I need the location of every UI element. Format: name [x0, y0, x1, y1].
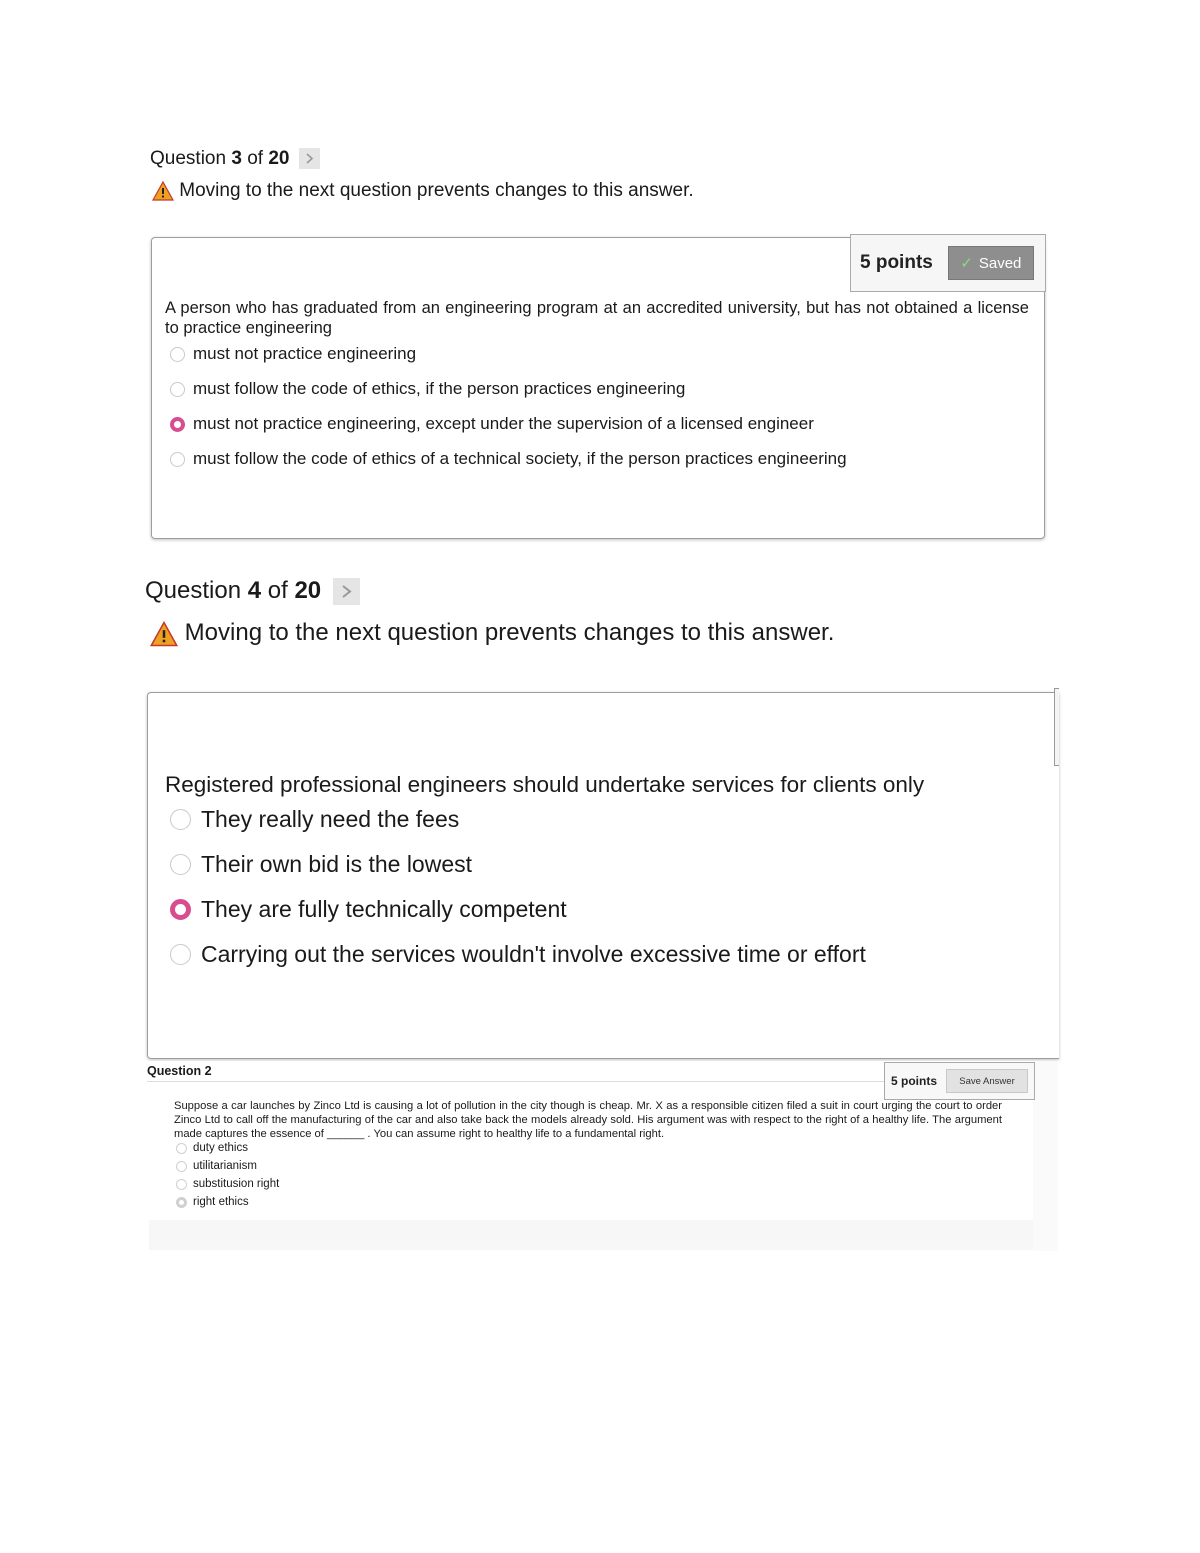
question-3-points-box	[850, 234, 1046, 292]
option-label: They are fully technically competent	[201, 896, 567, 922]
q3-option-1[interactable]	[170, 344, 416, 364]
save-answer-button[interactable]	[946, 1069, 1028, 1093]
question-4-warning	[150, 619, 834, 647]
radio-button[interactable]	[170, 809, 191, 830]
q2-option-2[interactable]	[176, 1160, 257, 1172]
question-3-header	[150, 148, 320, 170]
option-label: right ethics	[193, 1196, 249, 1208]
option-label: must follow the code of ethics of a technical society, if the person practices engineering	[193, 449, 847, 468]
question-2-text: Suppose a car launches by Zinco Ltd is causing a lot of pollution in the city though is cheap. Mr. X as a responsible citizen filed a suit in court urging the court to order Zinco Ltd to call off the manufacturing of the car and also take back the models already sold. His argument was with respect to the right of a healthy life. The argument made captures the essence of ______ . You can assume right to healthy life to a fundamental right.	[174, 1100, 1002, 1140]
question-4-header	[145, 577, 360, 605]
radio-button[interactable]	[170, 382, 185, 397]
question-number: 3	[231, 148, 242, 169]
question-2-header: Question 2	[147, 1064, 212, 1078]
of-label: of	[267, 577, 288, 604]
radio-button[interactable]	[170, 854, 191, 875]
question-number: 4	[247, 577, 262, 604]
question-3-text: A person who has graduated from an engineering program at an accredited university, but has not obtained a license to practice engineering	[165, 299, 1029, 337]
question-label: Question	[150, 148, 227, 169]
option-label: They really need the fees	[201, 806, 460, 832]
radio-button[interactable]	[176, 1161, 187, 1172]
save-answer-label: Save Answer	[959, 1075, 1015, 1087]
radio-button[interactable]	[170, 347, 185, 362]
next-question-button[interactable]	[333, 578, 360, 605]
q4-option-4[interactable]	[170, 941, 866, 968]
q2-option-1[interactable]	[176, 1142, 248, 1154]
next-question-button[interactable]	[299, 148, 320, 169]
option-label: must not practice engineering, except under the supervision of a licensed engineer	[193, 414, 814, 433]
option-label: Carrying out the services wouldn't involve excessive time or effort	[201, 941, 866, 967]
warning-text: Moving to the next question prevents changes to this answer.	[184, 619, 835, 646]
points-label: 5 points	[891, 1074, 938, 1088]
radio-button-selected[interactable]	[170, 417, 185, 432]
question-total: 20	[268, 148, 290, 169]
question-total: 20	[294, 577, 322, 604]
option-label: Their own bid is the lowest	[201, 851, 473, 877]
chevron-right-icon	[333, 578, 360, 605]
divider	[147, 1081, 884, 1082]
radio-button[interactable]	[170, 944, 191, 965]
option-label: must not practice engineering	[193, 344, 417, 363]
saved-label: Saved	[978, 254, 1022, 272]
q2-option-3[interactable]	[176, 1178, 279, 1190]
warning-icon	[152, 181, 174, 201]
option-label: utilitarianism	[193, 1160, 257, 1172]
q3-option-4[interactable]	[170, 449, 847, 469]
option-label: must follow the code of ethics, if the person practices engineering	[193, 379, 686, 398]
saved-button[interactable]	[948, 246, 1034, 280]
question-3-warning	[152, 180, 694, 202]
radio-button-selected[interactable]	[176, 1197, 187, 1208]
question-label: Question	[145, 577, 242, 604]
of-label: of	[247, 148, 264, 169]
check-icon: ✓	[960, 255, 973, 272]
warning-text: Moving to the next question prevents changes to this answer.	[179, 180, 694, 201]
option-label: duty ethics	[193, 1142, 248, 1154]
q3-option-2[interactable]	[170, 379, 685, 399]
radio-button[interactable]	[170, 452, 185, 467]
radio-button[interactable]	[176, 1143, 187, 1154]
q4-option-1[interactable]	[170, 806, 459, 833]
q2-option-4[interactable]	[176, 1196, 249, 1208]
option-label: substitusion right	[193, 1178, 280, 1190]
q4-option-2[interactable]	[170, 851, 472, 878]
q4-option-3[interactable]	[170, 896, 567, 923]
question-2-bottom-bar	[149, 1220, 1033, 1250]
points-label: 5 points	[860, 252, 933, 273]
points-box-edge	[1054, 688, 1059, 766]
question-4-text: Registered professional engineers should undertake services for clients only	[165, 772, 925, 797]
q3-option-3[interactable]	[170, 414, 814, 434]
question-2-right-edge	[1033, 1061, 1058, 1251]
radio-button-selected[interactable]	[170, 899, 191, 920]
warning-icon	[150, 621, 178, 647]
chevron-right-icon	[299, 148, 320, 169]
radio-button[interactable]	[176, 1179, 187, 1190]
question-2-points-box	[884, 1062, 1035, 1100]
